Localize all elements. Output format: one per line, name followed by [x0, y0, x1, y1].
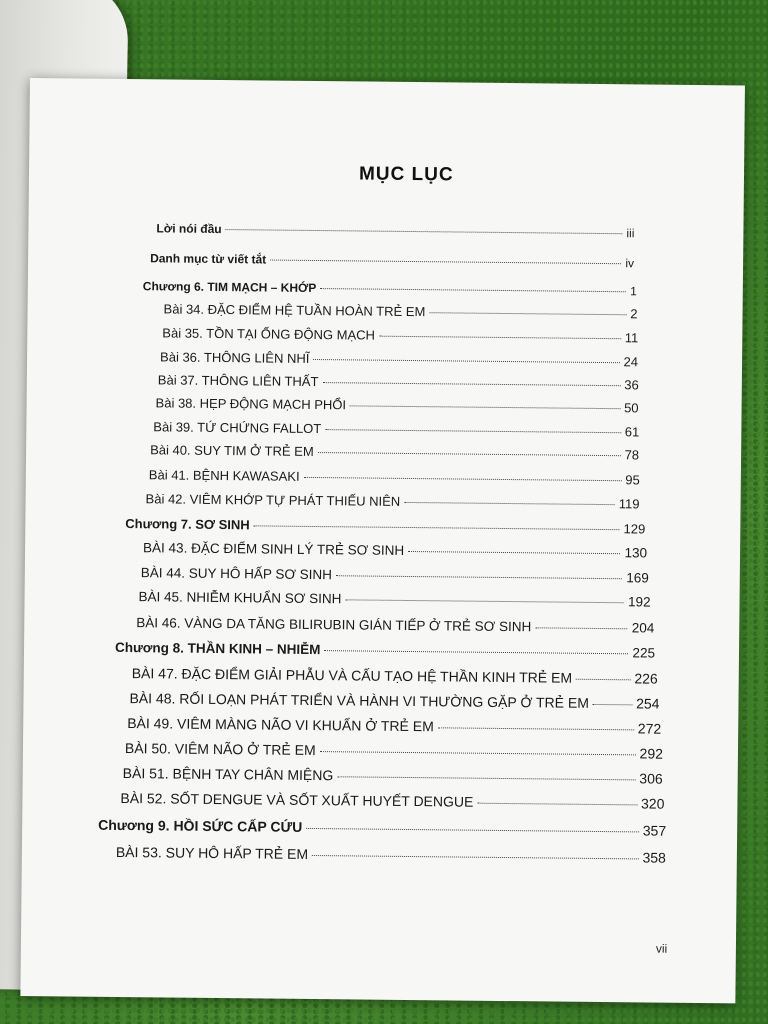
toc-entry — [115, 640, 655, 661]
toc-entry-page: 2 — [630, 306, 638, 322]
toc-entry — [143, 279, 637, 298]
toc-entry-page: 36 — [624, 377, 639, 393]
toc-entry-page: 204 — [631, 620, 655, 636]
toc-entry-page: 225 — [632, 645, 656, 661]
book-page — [20, 78, 745, 1003]
toc-entry-label: BÀI 51. BỆNH TAY CHÂN MIỆNG — [122, 765, 334, 784]
toc-entry — [156, 221, 634, 240]
toc-entry-label: BÀI 49. VIÊM MÀNG NÃO VI KHUẨN Ở TRẺ EM — [127, 715, 434, 735]
toc-entry-page: 192 — [627, 594, 651, 610]
toc-entry-page: 226 — [634, 670, 658, 687]
toc-entry — [125, 740, 663, 762]
toc-entry-page: 11 — [624, 330, 639, 346]
toc-entry-label: BÀI 43. ĐẶC ĐIỂM SINH LÝ TRẺ SƠ SINH — [143, 540, 405, 558]
toc-entry — [150, 251, 634, 270]
toc-entry-label: BÀI 45. NHIỄM KHUẨN SƠ SINH — [138, 589, 342, 607]
toc-entry-page: 320 — [640, 795, 665, 812]
toc-entry-label: Bài 42. VIÊM KHỚP TỰ PHÁT THIẾU NIÊN — [145, 491, 401, 509]
toc-entry-page: 357 — [642, 822, 667, 839]
toc-entry — [162, 325, 638, 345]
toc-entry-label: Bài 38. HẸP ĐỘNG MẠCH PHỔI — [155, 395, 347, 413]
toc-entry-label: Lời nói đầu — [156, 221, 222, 237]
toc-entry-page: 306 — [639, 770, 663, 787]
toc-entry-page: 50 — [624, 400, 639, 416]
toc-dot-leader — [477, 803, 637, 806]
toc-entry-label: Chương 8. THẦN KINH – NHIỄM — [114, 639, 321, 658]
toc-dot-leader — [379, 336, 621, 340]
toc-dot-leader — [325, 429, 621, 433]
toc-entry-label: BÀI 46. VÀNG DA TĂNG BILIRUBIN GIÁN TIẾP Ở TRẺ SƠ SINH — [136, 615, 532, 635]
toc-entry-label: Bài 37. THÔNG LIÊN THẤT — [157, 372, 319, 390]
toc-entry-page: 130 — [624, 545, 648, 561]
toc-entry-label: BÀI 47. ĐẶC ĐIỂM GIẢI PHẪU VÀ CẤU TẠO HỆ THẦN KINH TRẺ EM — [131, 665, 573, 686]
toc-entry-page: 292 — [639, 745, 664, 762]
toc-entry — [136, 615, 654, 635]
toc-entry-page: iii — [626, 226, 635, 241]
toc-entry-label: BÀI 44. SUY HÔ HẤP SƠ SINH — [140, 565, 333, 583]
toc-entry-page: 119 — [618, 496, 640, 512]
toc-dot-leader — [350, 405, 620, 409]
toc-entry-page: 358 — [642, 849, 666, 866]
toc-dot-leader — [535, 627, 627, 629]
toc-entry — [98, 817, 666, 839]
toc-entry-label: Bài 34. ĐẶC ĐIỂM HỆ TUẦN HOÀN TRẺ EM — [163, 301, 426, 320]
toc-entry-label: Chương 9. HỒI SỨC CẤP CỨU — [98, 816, 303, 835]
toc-dot-leader — [593, 704, 632, 705]
toc-entry-label: BÀI 53. SUY HÔ HẤP TRẺ EM — [115, 843, 309, 862]
toc-entry-label: Danh mục từ viết tắt — [150, 251, 267, 267]
toc-entry-label: BÀI 52. SỐT DENGUE VÀ SỐT XUẤT HUYẾT DENGUE — [120, 789, 474, 810]
toc-dot-leader — [254, 525, 620, 530]
toc-entry-page: 169 — [626, 570, 649, 586]
toc-entry — [129, 690, 659, 712]
toc-entry-page: 272 — [637, 720, 662, 737]
toc-dot-leader — [226, 229, 623, 234]
toc-dot-leader — [324, 650, 628, 654]
toc-dot-leader — [322, 382, 620, 386]
toc-entry-page: 254 — [636, 695, 660, 712]
toc-entry — [146, 491, 640, 511]
toc-entry — [138, 589, 650, 609]
toc-entry-label: Bài 35. TỒN TẠI ỐNG ĐỘNG MẠCH — [162, 325, 376, 343]
toc-entry-page: iv — [625, 256, 635, 271]
toc-dot-leader — [429, 312, 626, 315]
toc-entry — [127, 715, 661, 737]
toc-entry — [125, 516, 645, 536]
toc-dot-leader — [337, 776, 635, 780]
toc-dot-leader — [438, 727, 634, 730]
toc-dot-leader — [318, 452, 621, 456]
toc-entry-page: 95 — [625, 472, 640, 488]
toc-dot-leader — [404, 502, 615, 505]
toc-entry — [143, 540, 647, 560]
page-number: vii — [655, 941, 668, 956]
toc-entry-label: Bài 36. THÔNG LIÊN NHĨ — [160, 349, 310, 366]
toc-entry-page: 24 — [623, 354, 639, 370]
toc-dot-leader — [306, 828, 639, 832]
toc-entry-label: Chương 6. TIM MẠCH – KHỚP — [142, 279, 317, 296]
toc-entry — [116, 844, 666, 866]
toc-entry — [132, 665, 658, 687]
toc-entry — [149, 467, 640, 487]
toc-dot-leader — [320, 751, 636, 755]
toc-entry — [123, 765, 663, 787]
toc-dot-leader — [312, 855, 638, 859]
toc-dot-leader — [320, 288, 626, 292]
toc-entry — [164, 301, 638, 321]
toc-entry-page: 1 — [630, 284, 637, 299]
toc-entry — [150, 442, 639, 462]
toc-dot-leader — [304, 477, 622, 481]
toc-dot-leader — [576, 679, 630, 681]
toc-entry-label: Bài 40. SUY TIM Ở TRẺ EM — [150, 442, 314, 459]
toc-entry-page: 129 — [623, 521, 646, 537]
toc-dot-leader — [270, 260, 621, 265]
toc-entry-page: 78 — [624, 447, 640, 463]
toc-entry-label: BÀI 48. RỐI LOẠN PHÁT TRIỂN VÀ HÀNH VI THƯỜNG GẶP Ở TRẺ EM — [129, 690, 590, 711]
toc-entry-label: Bài 41. BỆNH KAWASAKI — [148, 467, 300, 484]
toc-dot-leader — [345, 599, 624, 603]
toc-entry — [158, 372, 639, 392]
toc-entry — [120, 790, 664, 812]
page-title: MỤC LỤC — [358, 163, 454, 186]
toc-entry-label: Bài 39. TỨ CHỨNG FALLOT — [153, 419, 322, 437]
toc-entry — [156, 395, 639, 415]
toc-entry-label: Chương 7. SƠ SINH — [125, 516, 250, 533]
toc-dot-leader — [336, 575, 622, 579]
toc-dot-leader — [408, 551, 620, 554]
toc-entry-label: BÀI 50. VIÊM NÃO Ở TRẺ EM — [124, 740, 316, 759]
toc-entry-page: 61 — [624, 424, 640, 440]
toc-dot-leader — [313, 359, 619, 363]
toc-entry — [160, 349, 638, 369]
toc-entry — [141, 565, 649, 585]
toc-entry — [153, 419, 639, 439]
